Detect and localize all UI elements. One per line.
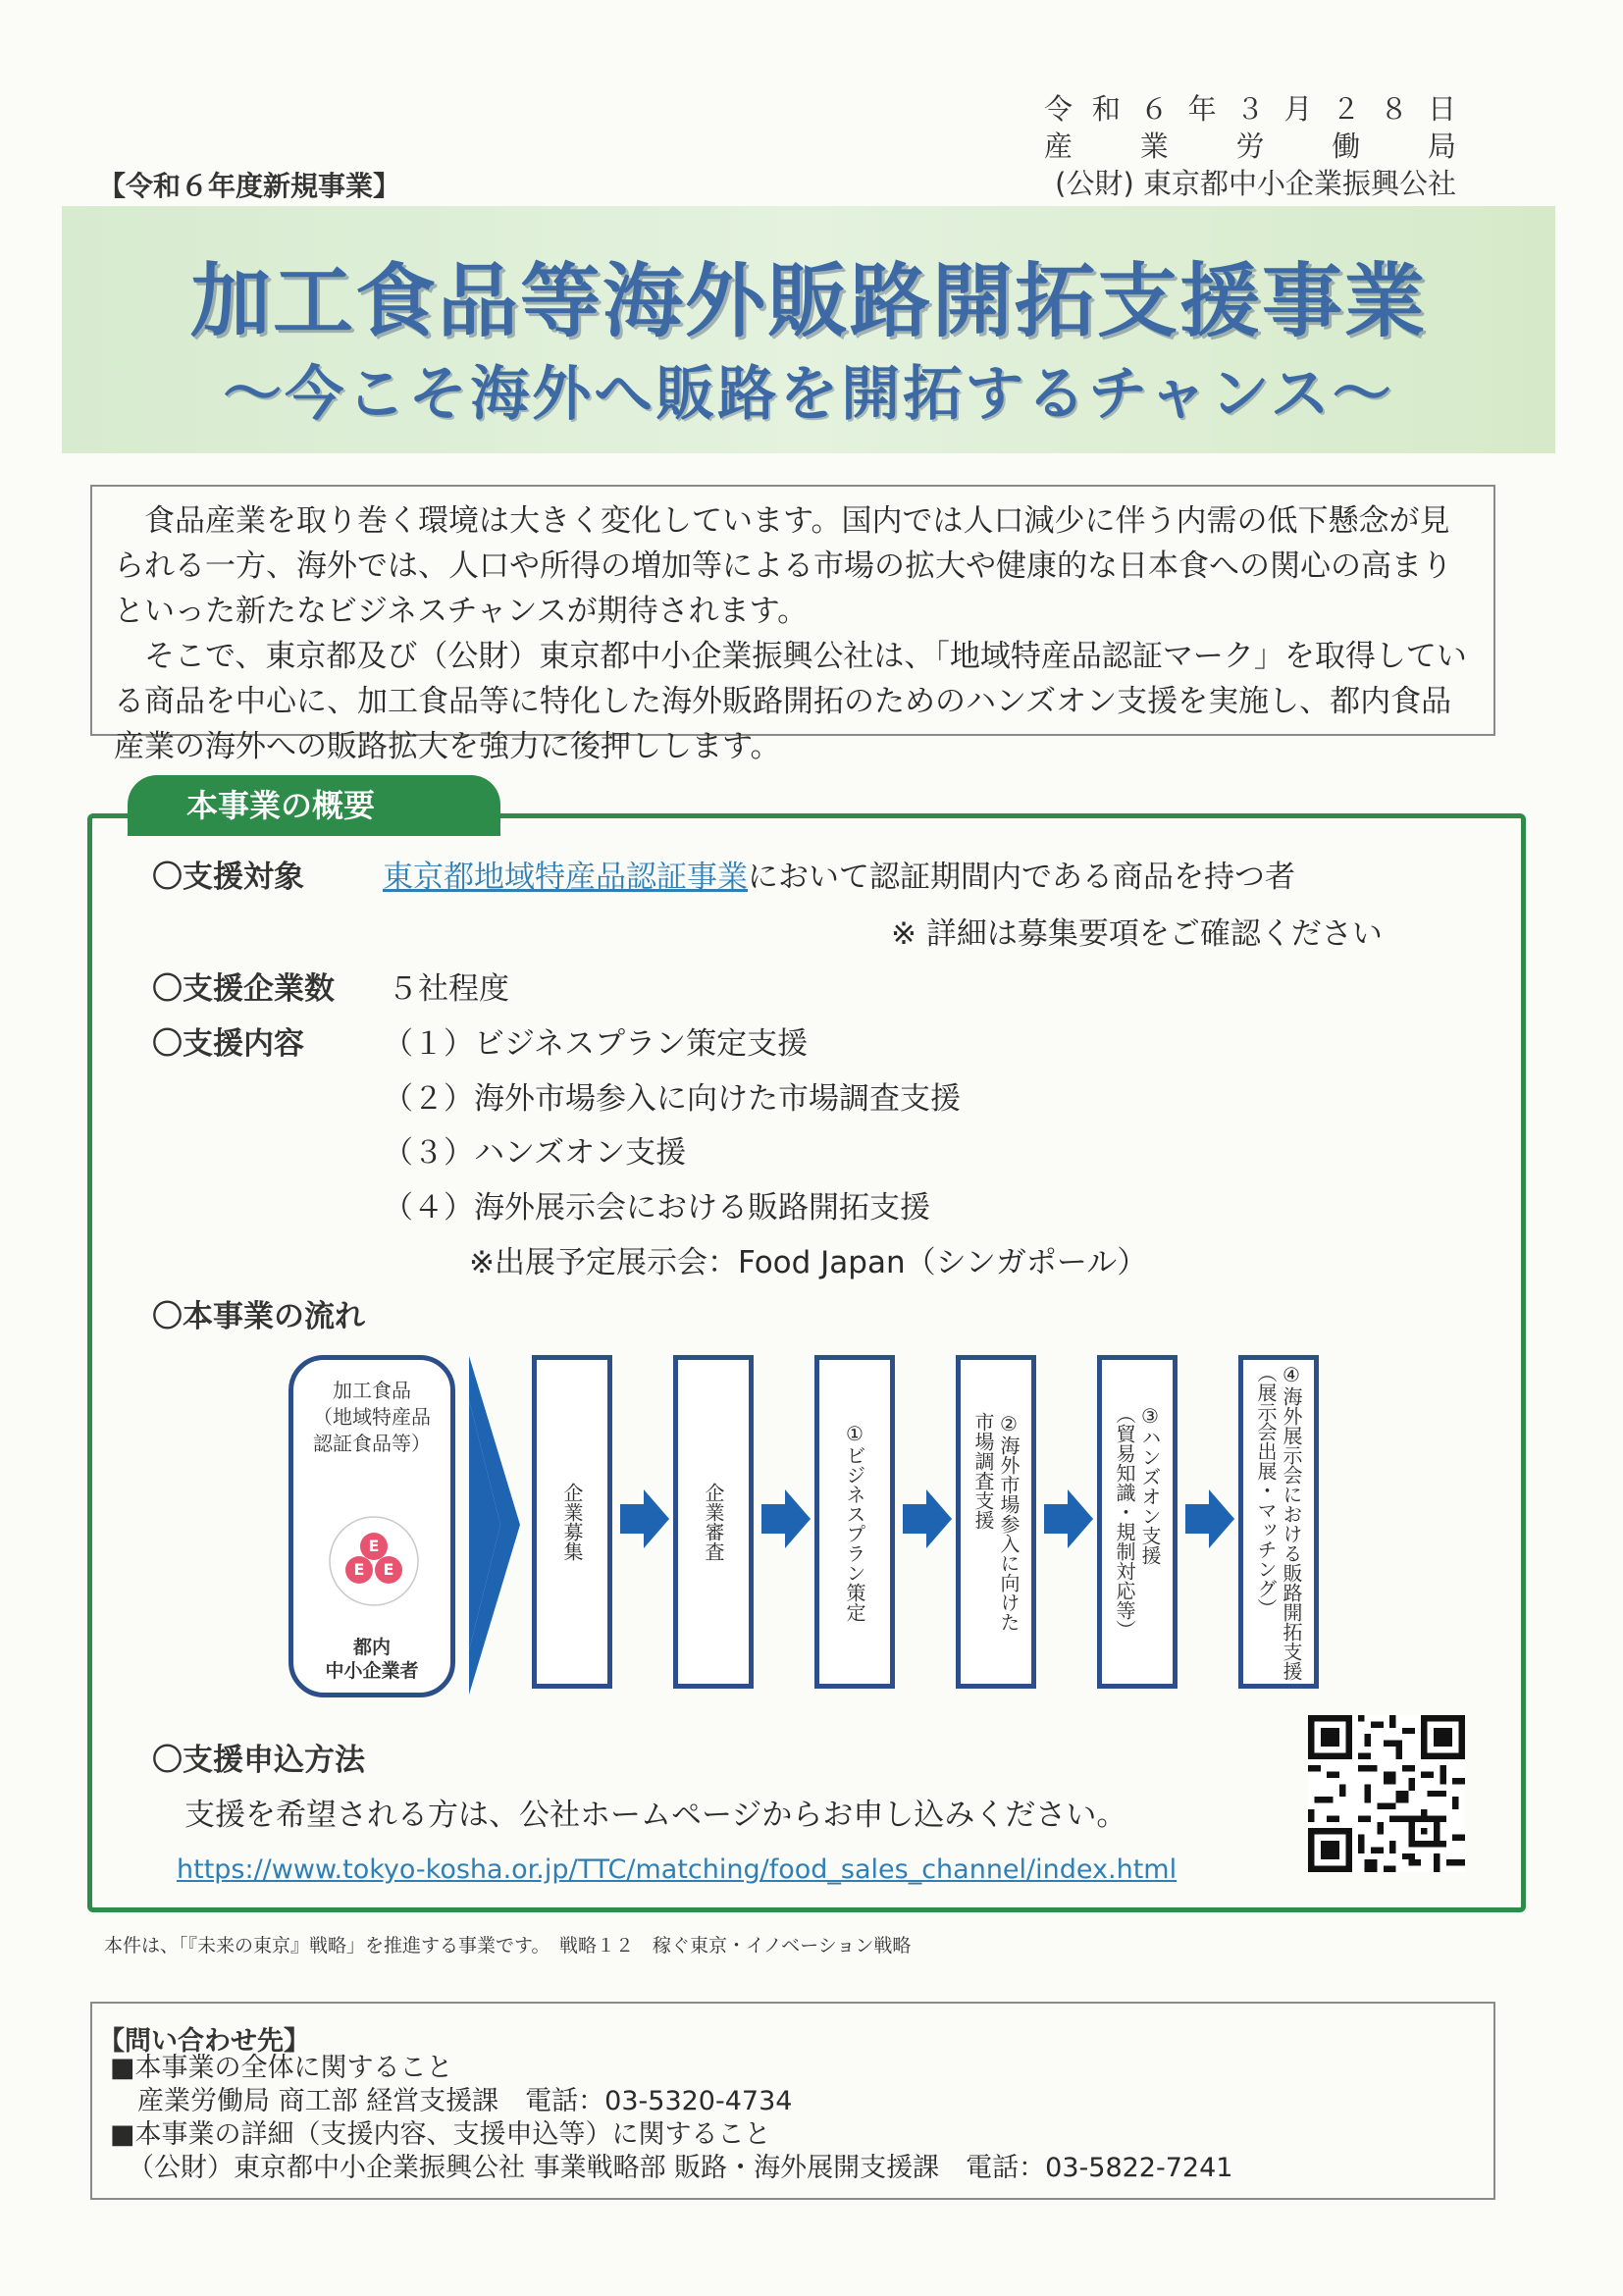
flow-label: 〇本事業の流れ — [152, 1299, 365, 1334]
flow-step-text: ②海外市場参入に向けた 市場調査支援 — [971, 1412, 1021, 1632]
target-row — [383, 858, 1295, 897]
intro-box — [90, 485, 1495, 764]
overview-tab: 本事業の概要 — [128, 775, 500, 836]
sub-title: ～今こそ海外へ販路を開拓するチャンス～ — [223, 360, 1394, 429]
issuer-bureau: 産業労働局 — [1044, 130, 1456, 163]
contact-line: （公財）東京都中小企業振興公社 事業戦略部 販路・海外展開支援課 電話：03-5822-7241 — [128, 2153, 1233, 2183]
issuer-block — [1044, 90, 1456, 202]
contact-line: 産業労働局 商工部 経営支援課 電話：03-5320-4734 — [137, 2086, 793, 2116]
target-label: 〇支援対象 — [152, 860, 304, 895]
intro-paragraph-2: そこで、東京都及び（公財）東京都中小企業振興公社は、「地域特産品認証マーク」を取得している商品を中心に、加工食品等に特化した海外販路開拓のためのハンズオン支援を実施し、都内食品産業の海外への販路拡大を強力に後押しします。 — [114, 639, 1467, 764]
arrow-right-icon — [761, 1489, 811, 1548]
main-title: 加工食品等海外販路開拓支援事業 — [189, 255, 1427, 348]
apply-url-row — [177, 1851, 1177, 1890]
issue-date: 令和６年３月２８日 — [1044, 92, 1456, 126]
arrow-right-icon — [903, 1489, 952, 1548]
flow-start-box — [288, 1355, 455, 1697]
intro-paragraph-1: 食品産業を取り巻く環境は大きく変化しています。国内では人口減少に伴う内需の低下懸念が見られる一方、海外では、人口や所得の増加等による市場の拡大や健康的な日本食への関心の高まりといった新たなビジネスチャンスが期待されます。 — [114, 503, 1452, 629]
arrow-right-icon — [1185, 1489, 1234, 1548]
flow-step-text: ④海外展示会における販路開拓支援 （展示会出展・マッチング） — [1254, 1363, 1303, 1681]
flow-start-bottom: 都内 中小企業者 — [325, 1637, 419, 1682]
flow-step-text: ①ビジネスプラン策定 — [843, 1422, 866, 1622]
exhibit-note: ※出展予定展示会：Food Japan（シンガポール） — [469, 1245, 1148, 1280]
contact-heading: 【問い合わせ先】 — [98, 2026, 310, 2057]
flow-step-4 — [956, 1355, 1036, 1689]
content-item: （２）海外市場参入に向けた市場調査支援 — [383, 1081, 961, 1117]
apply-label: 〇支援申込方法 — [152, 1743, 365, 1778]
big-arrow-icon — [469, 1356, 520, 1695]
content-item: （３）ハンズオン支援 — [383, 1135, 687, 1171]
svg-text:E: E — [353, 1560, 365, 1579]
content-item: （４）海外展示会における販路開拓支援 — [383, 1190, 930, 1226]
svg-text:E: E — [383, 1560, 394, 1579]
flow-step-text: 企業審査 — [702, 1483, 725, 1561]
apply-text: 支援を希望される方は、公社ホームページからお申し込みください。 — [184, 1798, 1127, 1833]
arrow-right-icon — [1044, 1489, 1093, 1548]
certification-link[interactable]: 東京都地域特産品認証事業 — [383, 860, 748, 895]
strategy-note: 本件は、「『未来の東京』戦略」を推進する事業です。 戦略１２ 稼ぐ東京・イノベーション戦略 — [104, 1935, 912, 1957]
content-item: （１）ビジネスプラン策定支援 — [383, 1026, 809, 1062]
flow-step-6 — [1238, 1355, 1319, 1689]
apply-url-link[interactable]: https://www.tokyo-kosha.or.jp/TTC/matching/food_sales_channel/index.html — [177, 1854, 1178, 1885]
arrow-right-icon — [620, 1489, 669, 1548]
flow-step-text: ③ハンズオン支援 （貿易知識・規制対応等） — [1113, 1404, 1162, 1640]
certification-mark-icon — [325, 1507, 423, 1615]
svg-text:E: E — [368, 1537, 380, 1555]
title-banner — [62, 206, 1555, 453]
flow-step-text: 企業募集 — [560, 1483, 584, 1561]
target-text: において認証期間内である商品を持つ者 — [748, 860, 1295, 895]
qr-code-icon[interactable] — [1308, 1715, 1465, 1872]
flow-step-1 — [532, 1355, 612, 1689]
contact-line: ■本事業の詳細（支援内容、支援申込等）に関すること — [110, 2119, 771, 2150]
target-note: ※ 詳細は募集要項をご確認ください — [891, 916, 1383, 952]
flow-start-text: 加工食品 （地域特産品 認証食品等） — [313, 1379, 431, 1455]
issuer-org: (公財) 東京都中小企業振興公社 — [1055, 167, 1456, 200]
flow-step-5 — [1097, 1355, 1178, 1689]
flow-step-3 — [814, 1355, 895, 1689]
new-project-badge: 【令和６年度新規事業】 — [98, 170, 401, 202]
flow-step-2 — [673, 1355, 754, 1689]
content-label: 〇支援内容 — [152, 1026, 304, 1062]
count-label: 〇支援企業数 — [152, 971, 335, 1007]
contact-line: ■本事業の全体に関すること — [110, 2053, 453, 2083]
count-value: ５社程度 — [388, 971, 509, 1007]
